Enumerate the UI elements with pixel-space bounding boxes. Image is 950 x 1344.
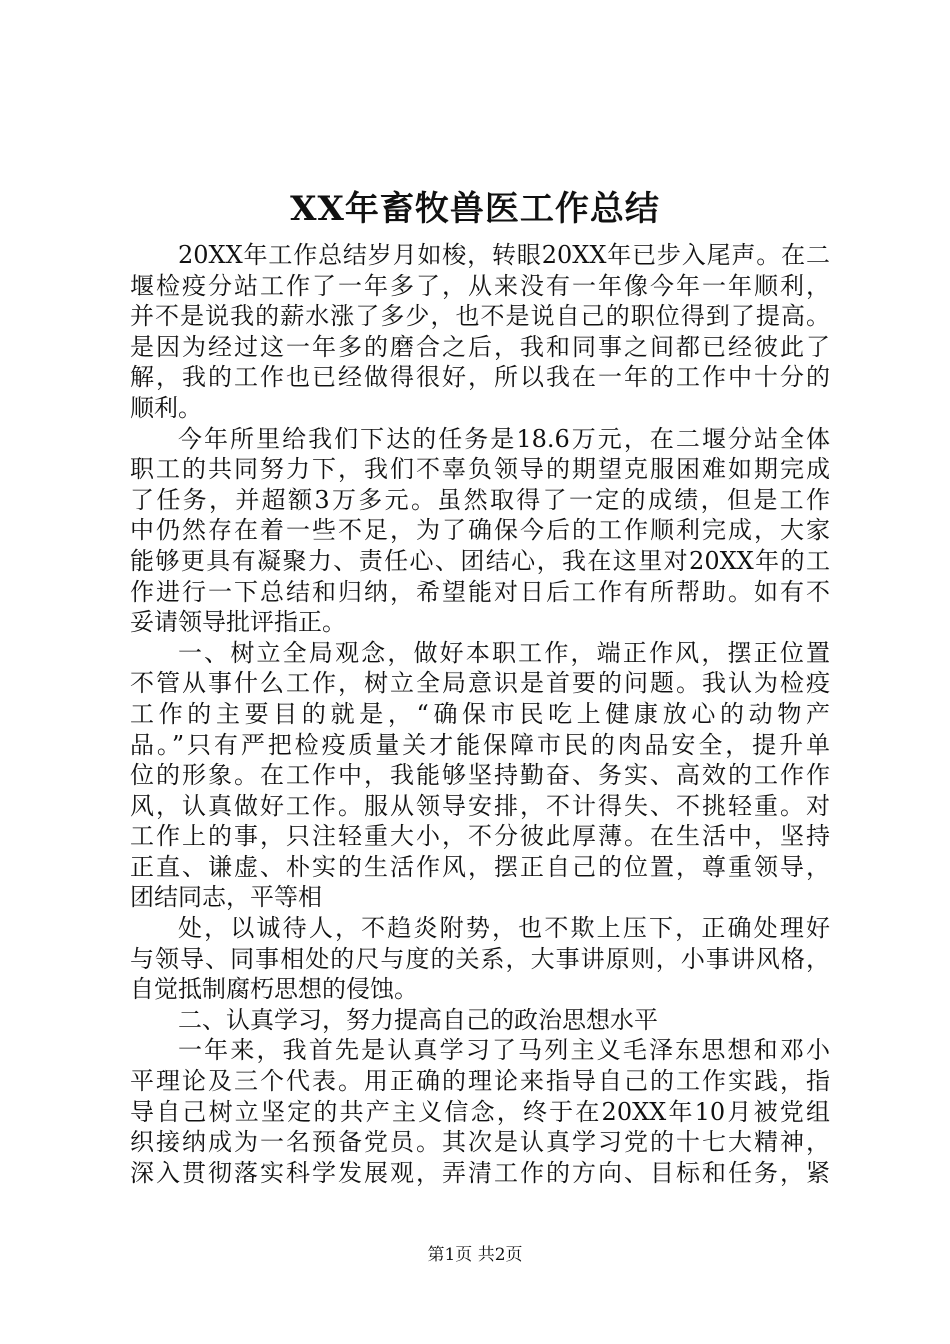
text-line: 并不是说我的薪水涨了多少，也不是说自己的职位得到了提高。 (130, 302, 830, 331)
text-line: 今年所里给我们下达的任务是18.6万元，在二堰分站全体 (178, 424, 830, 453)
text-line: 不管从事什么工作，树立全局意识是首要的问题。我认为检疫 (130, 669, 830, 698)
text-line: 平理论及三个代表。用正确的理论来指导自己的工作实践，指 (130, 1067, 830, 1096)
text-line: 位的形象。在工作中，我能够坚持勤奋、务实、高效的工作作 (130, 761, 830, 790)
text-line: 堰检疫分站工作了一年多了，从来没有一年像今年一年顺利， (130, 271, 830, 300)
text-line: 能够更具有凝聚力、责任心、团结心，我在这里对20XX年的工 (130, 546, 830, 575)
text-line: 品。”只有严把检疫质量关才能保障市民的肉品安全，提升单 (130, 730, 830, 759)
text-line: 工作上的事，只注轻重大小，不分彼此厚薄。在生活中，坚持 (130, 822, 830, 851)
text-line: 深入贯彻落实科学发展观，弄清工作的方向、目标和任务，紧 (130, 1158, 830, 1187)
section-heading: 二、认真学习，努力提高自己的政治思想水平 (178, 1005, 658, 1034)
text-line: 职工的共同努力下，我们不辜负领导的期望克服困难如期完成 (130, 455, 830, 484)
text-line: 20XX年工作总结岁月如梭，转眼20XX年已步入尾声。在二 (178, 241, 830, 269)
text-line: 自觉抵制腐朽思想的侵蚀。 (130, 975, 418, 1004)
text-line: 导自己树立坚定的共产主义信念，终于在20XX年10月被党组 (130, 1097, 830, 1126)
text-line: 中仍然存在着一些不足，为了确保今后的工作顺利完成，大家 (130, 516, 830, 545)
text-line: 是因为经过这一年多的磨合之后，我和同事之间都已经彼此了 (130, 332, 830, 361)
document-body (130, 240, 830, 1188)
section-heading: 一、树立全局观念，做好本职工作，端正作风，摆正位置 (178, 638, 830, 667)
text-line: 织接纳成为一名预备党员。其次是认真学习党的十七大精神， (130, 1128, 830, 1157)
text-line: 工作的主要目的就是，“确保市民吃上健康放心的动物产 (130, 699, 830, 728)
text-line: 正直、谦虚、朴实的生活作风，摆正自己的位置，尊重领导， (130, 852, 830, 881)
text-line: 作进行一下总结和归纳，希望能对日后工作有所帮助。如有不 (130, 577, 830, 606)
text-line: 解，我的工作也已经做得很好，所以我在一年的工作中十分的 (130, 363, 830, 392)
document-title: XX年畜牧兽医工作总结 (290, 189, 660, 229)
text-line: 处，以诚待人，不趋炎附势，也不欺上压下，正确处理好 (178, 914, 830, 943)
page-number-footer: 第1页 共2页 (427, 1245, 523, 1265)
text-line: 妥请领导批评指正。 (130, 608, 346, 637)
text-line: 了任务，并超额3万多元。虽然取得了一定的成绩，但是工作 (130, 485, 830, 514)
text-line: 团结同志，平等相 (130, 883, 322, 912)
text-line: 一年来，我首先是认真学习了马列主义毛泽东思想和邓小 (178, 1036, 830, 1065)
text-line: 风，认真做好工作。服从领导安排，不计得失、不挑轻重。对 (130, 791, 830, 820)
text-line: 与领导、同事相处的尺与度的关系，大事讲原则，小事讲风格， (130, 944, 830, 973)
text-line: 顺利。 (130, 393, 202, 422)
